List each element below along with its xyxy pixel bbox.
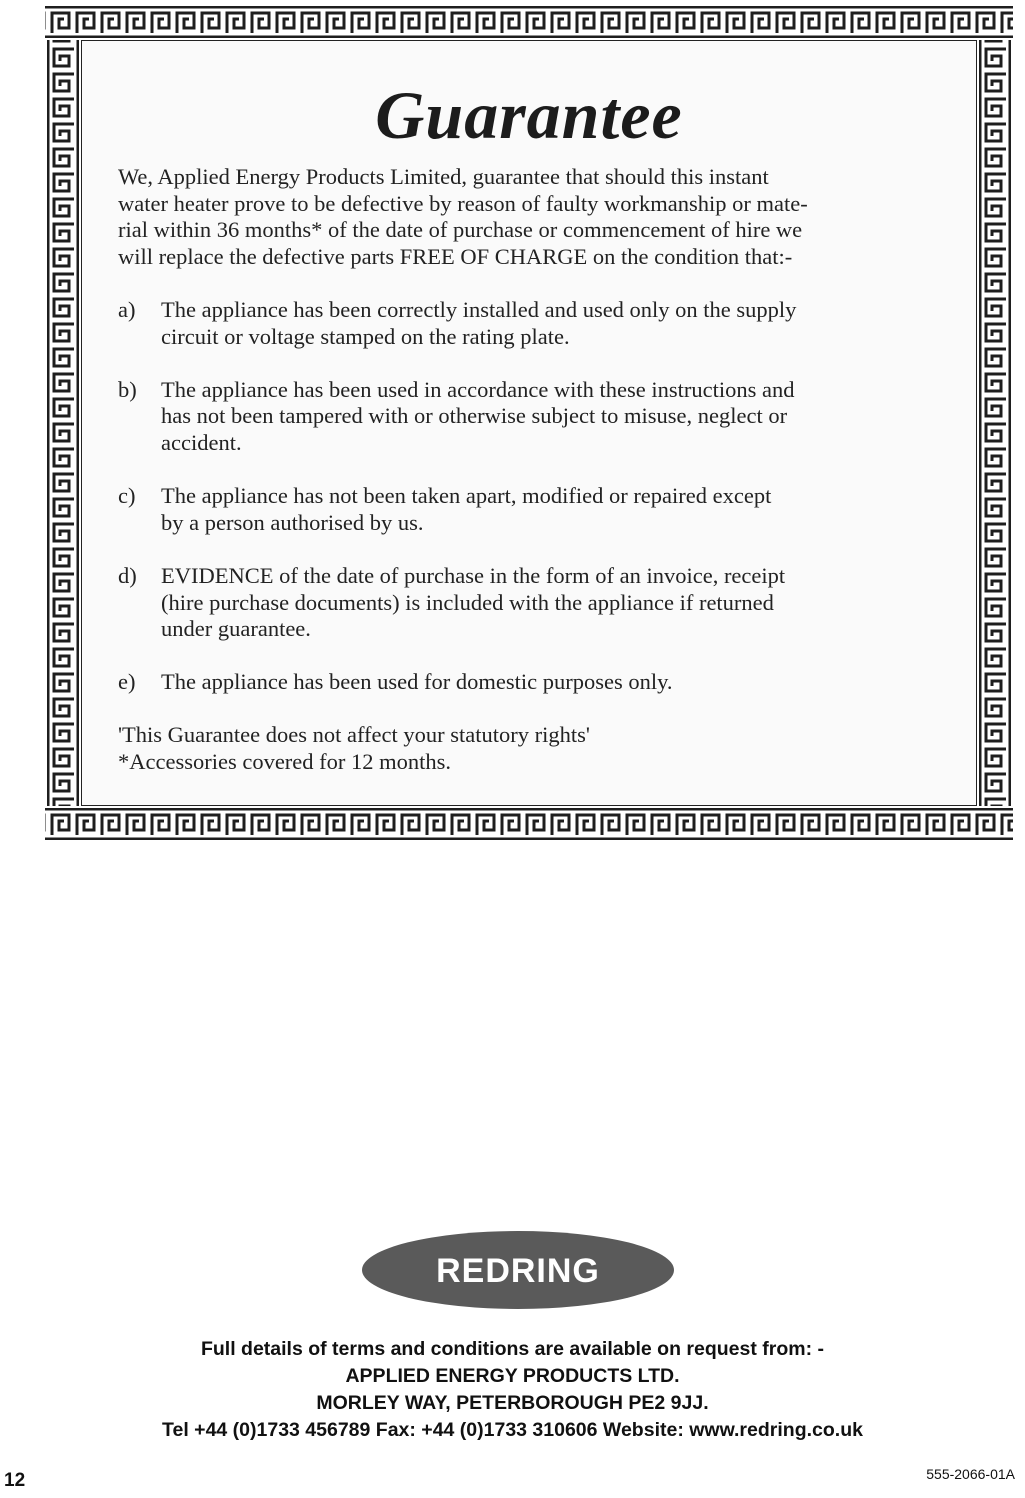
contact-block [0,1336,1025,1444]
condition-text [161,483,958,536]
condition-line: The appliance has been used in accordance with these instructions and [161,376,795,402]
intro-line: will replace the defective parts FREE OF CHARGE on the condition that:- [118,243,793,269]
page-number: 12 [4,1470,26,1491]
contact-company: APPLIED ENERGY PRODUCTS LTD. [345,1365,680,1387]
condition-line: accident. [161,429,242,455]
condition-text [161,377,958,457]
condition-line: (hire purchase documents) is included with the appliance if returned [161,589,774,615]
redring-logo [361,1230,675,1310]
contact-address: MORLEY WAY, PETERBOROUGH PE2 9JJ. [316,1392,709,1414]
condition-letter: b) [118,376,137,402]
condition-text [161,669,958,696]
intro-line: We, Applied Energy Products Limited, guarantee that should this instant [118,164,769,189]
guarantee-body [118,164,958,776]
condition-line: by a person authorised by us. [161,509,424,535]
condition-line: circuit or voltage stamped on the rating plate. [161,323,570,349]
guarantee-intro [118,164,958,270]
document-code: 555-2066-01A [926,1466,1015,1482]
contact-phone-web: Tel +44 (0)1733 456789 Fax: +44 (0)1733 310606 Website: www.redring.co.uk [162,1419,863,1441]
greek-key-border-bottom [45,806,1013,842]
condition-d [118,563,958,643]
condition-a [118,297,958,350]
condition-line: under guarantee. [161,616,311,642]
condition-e [118,669,958,696]
guarantee-title: Guarantee [375,77,683,153]
condition-b [118,377,958,457]
intro-line: rial within 36 months* of the date of purchase or commencement of hire we [118,217,803,243]
condition-letter: e) [118,669,136,695]
condition-c [118,483,958,536]
condition-line: The appliance has been correctly installed and used only on the supply [161,296,797,322]
condition-line: EVIDENCE of the date of purchase in the form of an invoice, receipt [161,562,786,588]
contact-terms-line: Full details of terms and conditions are available on request from: - [200,1338,825,1360]
condition-text [161,563,958,643]
logo-text: REDRING [436,1252,600,1290]
condition-line: The appliance has been used for domestic purposes only. [161,669,673,695]
condition-line: The appliance has not been taken apart, modified or repaired except [161,483,772,509]
condition-text [161,297,958,350]
accessories-note: *Accessories covered for 12 months. [118,749,452,775]
intro-line: water heater prove to be defective by reason of faulty workmanship or mate- [118,190,808,216]
greek-key-border-top [45,4,1013,40]
guarantee-box [45,4,1013,842]
condition-letter: d) [118,562,137,588]
statutory-note: 'This Guarantee does not affect your statutory rights' [118,722,590,748]
condition-letter: a) [118,296,136,322]
condition-letter: c) [118,483,136,509]
condition-line: has not been tampered with or otherwise subject to misuse, neglect or [161,403,788,429]
